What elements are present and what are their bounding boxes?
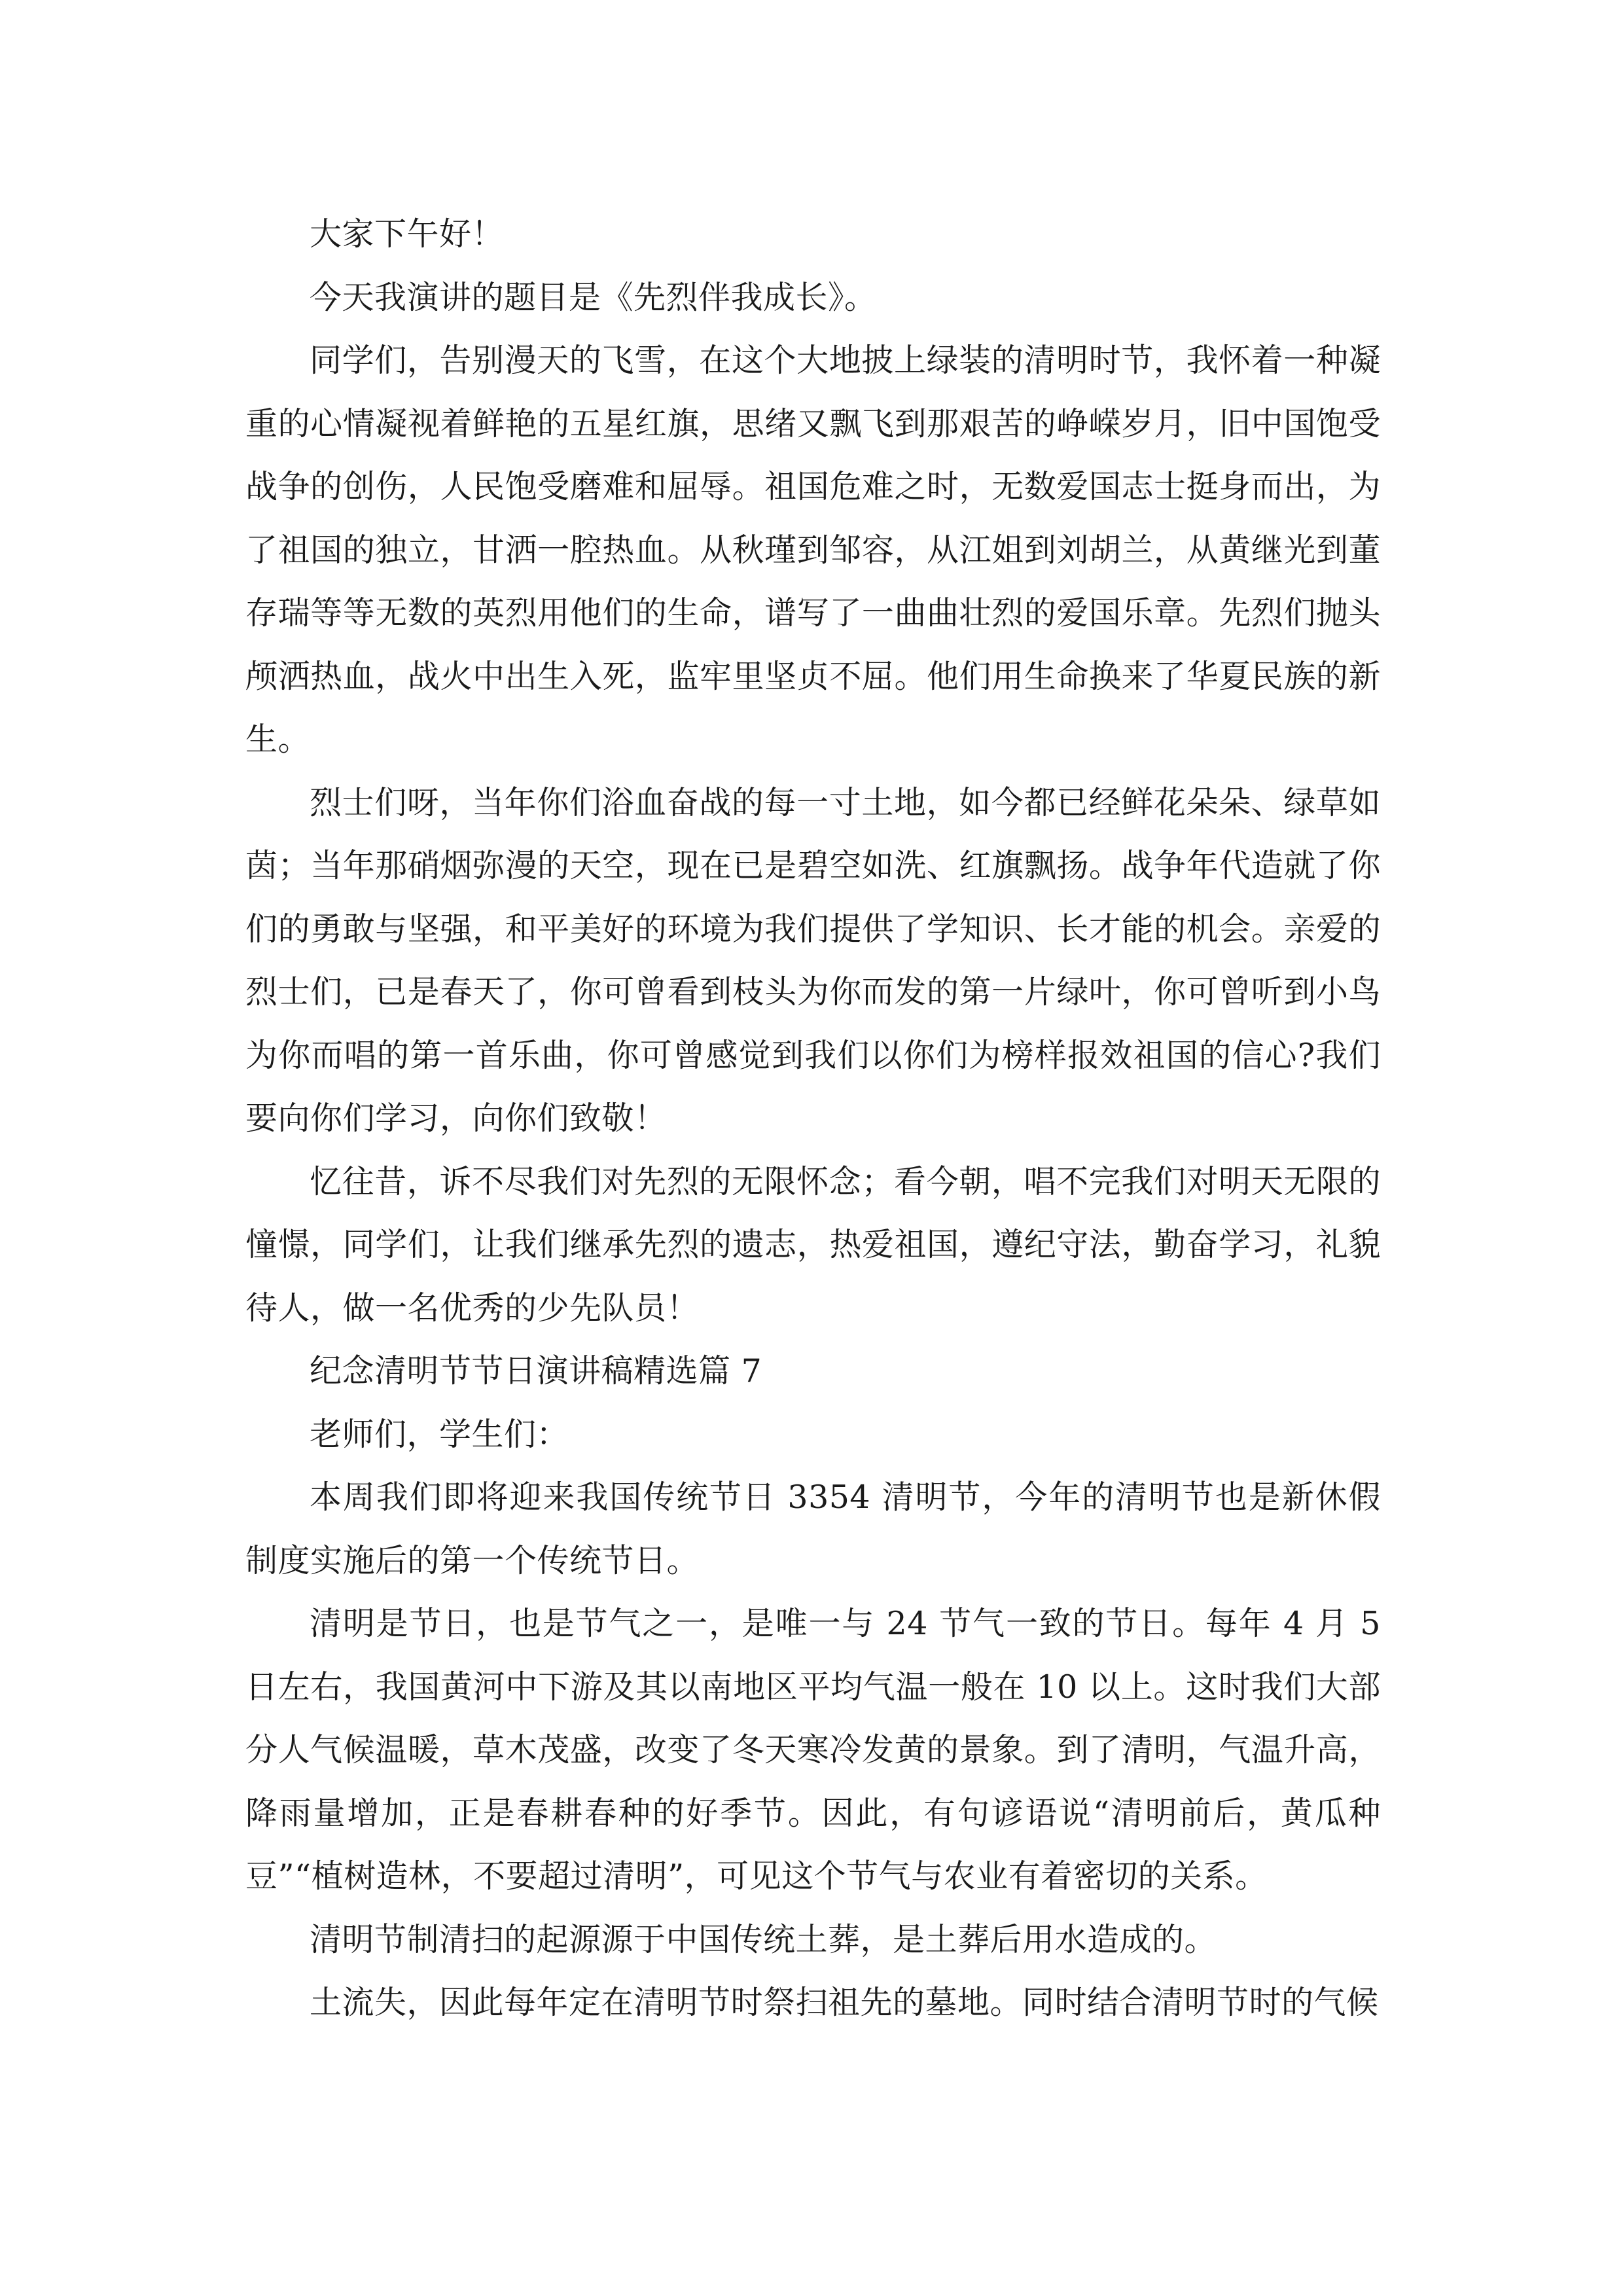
body-paragraph: 忆往昔，诉不尽我们对先烈的无限怀念；看今朝，唱不完我们对明天无限的憧憬，同学们，让我们继承先烈的遗志，热爱祖国，遵纪守法，勤奋学习，礼貌待人，做一名优秀的少先队员！ — [245, 1162, 1381, 1327]
body-paragraph: 清明是节日，也是节气之一，是唯一与 24 节气一致的节日。每年 4 月 5 日左右，我国黄河中下游及其以南地区平均气温一般在 10 以上。这时我们大部分人气候温暖，草木茂盛，改变了冬天寒冷发黄的景象。到了清明，气温升高，降雨量增加，正是春耕春种的好季节。因此，有句谚语说“清明前后，黄瓜种豆”“植树造林，不要超过清明”，可见这个节气与农业有着密切的关系。 — [245, 1605, 1392, 1895]
body-paragraph: 土流失，因此每年定在清明节时祭扫祖先的墓地。同时结合清明节时的气候 — [310, 1984, 1379, 2021]
speech-title-paragraph: 今天我演讲的题目是《先烈伴我成长》。 — [310, 278, 877, 316]
salutation-paragraph: 老师们，学生们： — [310, 1415, 569, 1453]
body-paragraph: 烈士们呀，当年你们浴血奋战的每一寸土地，如今都已经鲜花朵朵、绿草如茵；当年那硝烟弥漫的天空，现在已是碧空如洗、红旗飘扬。战争年代造就了你们的勇敢与坚强，和平美好的环境为我们提供了学知识、长才能的机会。亲爱的烈士们，已是春天了，你可曾看到枝头为你而发的第一片绿叶，你可曾听到小鸟为你而唱的第一首乐曲，你可曾感觉到我们以你们为榜样报效祖国的信心?我们要向你们学习，向你们致敬！ — [245, 783, 1381, 1137]
greeting-paragraph: 大家下午好！ — [310, 215, 505, 253]
body-paragraph: 同学们，告别漫天的飞雪，在这个大地披上绿装的清明时节，我怀着一种凝重的心情凝视着鲜艳的五星红旗，思绪又飘飞到那艰苦的峥嵘岁月，旧中国饱受战争的创伤，人民饱受磨难和屈辱。祖国危难之时，无数爱国志士挺身而出，为了祖国的独立，甘洒一腔热血。从秋瑾到邹容，从江姐到刘胡兰，从黄继光到董存瑞等等无数的英烈用他们的生命，谱写了一曲曲壮烈的爱国乐章。先烈们抛头颅洒热血，战火中出生入死，监牢里坚贞不屈。他们用生命换来了华夏民族的新生。 — [245, 342, 1381, 758]
body-paragraph: 清明节制清扫的起源源于中国传统土葬，是土葬后用水造成的。 — [310, 1920, 1217, 1958]
section-heading: 纪念清明节节日演讲稿精选篇 7 — [310, 1352, 762, 1390]
document-body — [245, 203, 1392, 2035]
body-paragraph: 本周我们即将迎来我国传统节日 3354 清明节，今年的清明节也是新休假制度实施后的第一个传统节日。 — [245, 1479, 1381, 1579]
